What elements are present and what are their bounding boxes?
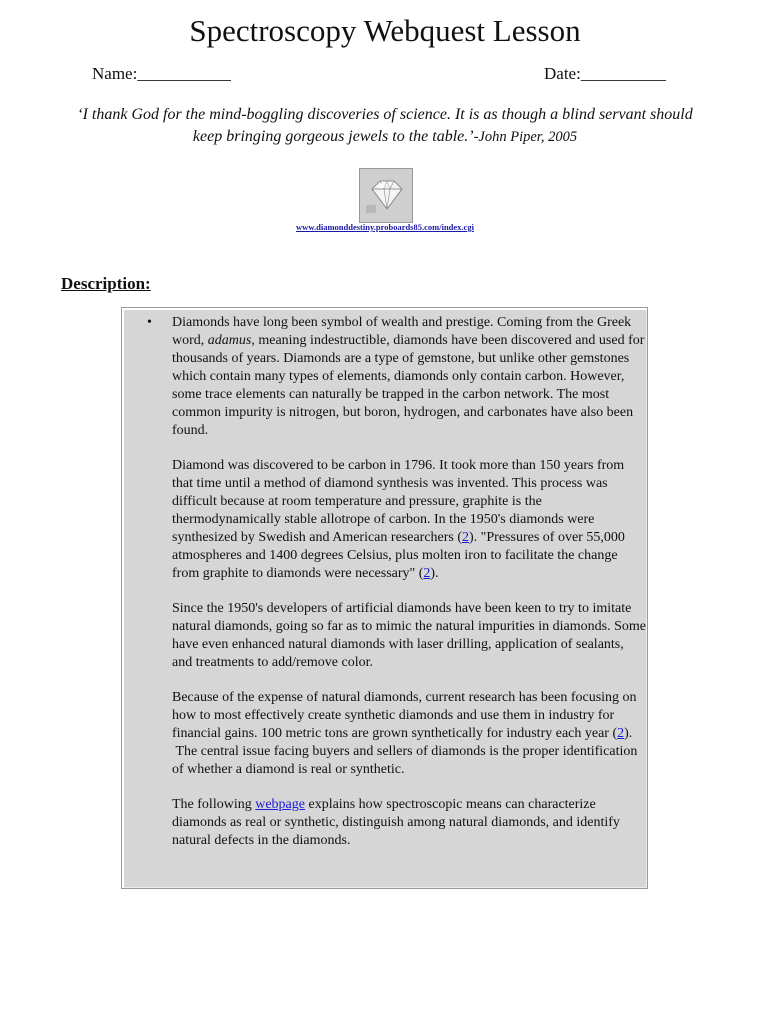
reference-link-2c[interactable]: 2 xyxy=(617,726,625,741)
name-field: Name:___________ xyxy=(92,64,231,83)
paragraph-3: Since the 1950's developers of artificial diamonds have been keen to try to imitate natural diamonds, going so far as to mimic the natural impurities in diamonds. Some have even enhanced natural diamonds with laser drilling, application of sealants, and treatments to add/remove color. xyxy=(172,601,646,670)
quote-text: ‘I thank God for the mind-boggling discoveries of science. It is as though a blind servant should keep bringing gorgeous jewels to the table.’ xyxy=(77,106,693,145)
quote xyxy=(62,104,708,148)
p6-text-b: explains how spectroscopic means can characterize diamonds as real or synthetic, distinguish among natural diamonds, and identify natural defects in the diamonds. xyxy=(172,797,620,848)
webpage-link[interactable]: webpage xyxy=(255,797,305,812)
description-content xyxy=(172,314,646,867)
quote-attribution: -John Piper, 2005 xyxy=(473,129,578,145)
reference-link-2a[interactable]: 2 xyxy=(462,530,470,545)
p2-text-b: ). "Pressures of over 55,000 atmospheres and 1400 degrees Celsius, plus molten iron to facilitate the change from graphite to diamonds were necessary" ( xyxy=(172,530,625,581)
p6-text-a: The following xyxy=(172,797,256,812)
paragraph-1 xyxy=(172,314,646,440)
bullet-icon: • xyxy=(147,315,152,330)
p2-text-a: Diamond was discovered to be carbon in 1796. It took more than 150 years from that time until a method of diamond synthesis was invented. This process was difficult because at room temperature and pressure, graphite is the thermodynamically stable allotrope of carbon. In the 1950's diamonds were synthesized by Swedish and American researchers ( xyxy=(172,458,625,545)
paragraph-4 xyxy=(172,689,646,743)
date-field: Date:__________ xyxy=(544,64,666,83)
p4-text-a: Because of the expense of natural diamonds, current research has been focusing on how to most effectively create synthetic diamonds and use them in industry for financial gains. 100 metric tons are grown synthetically for industry each year ( xyxy=(172,690,637,741)
diamond-photo-icon xyxy=(359,168,413,223)
paragraph-5: The central issue facing buyers and sellers of diamonds is the proper identification of whether a diamond is real or synthetic. xyxy=(172,744,641,777)
p1-text-b: , meaning indestructible, diamonds have been discovered and used for thousands of years. Diamonds are a type of gemstone, but unlike other gemstones which contain many types of elements, diamonds only contain carbon. However, some trace elements can naturally be trapped in the carbon network. The most common impurity is nitrogen, but boron, hydrogen, and carbonates have also been found. xyxy=(172,333,645,438)
image-source-link[interactable]: www.diamonddestiny.proboards85.com/index.cgi xyxy=(296,222,474,232)
p1-text-a: Diamonds have long been symbol of wealth and prestige. Coming from the Greek word, xyxy=(172,315,632,348)
p2-text-c: ). xyxy=(430,566,439,581)
page-title: Spectroscopy Webquest Lesson xyxy=(189,13,581,48)
paragraph-6 xyxy=(172,796,646,850)
description-heading: Description: xyxy=(61,274,151,293)
paragraph-2 xyxy=(172,457,646,583)
p1-italic-word: adamus xyxy=(207,333,252,348)
reference-link-2b[interactable]: 2 xyxy=(423,566,431,581)
p4-text-b: ). xyxy=(624,726,633,741)
